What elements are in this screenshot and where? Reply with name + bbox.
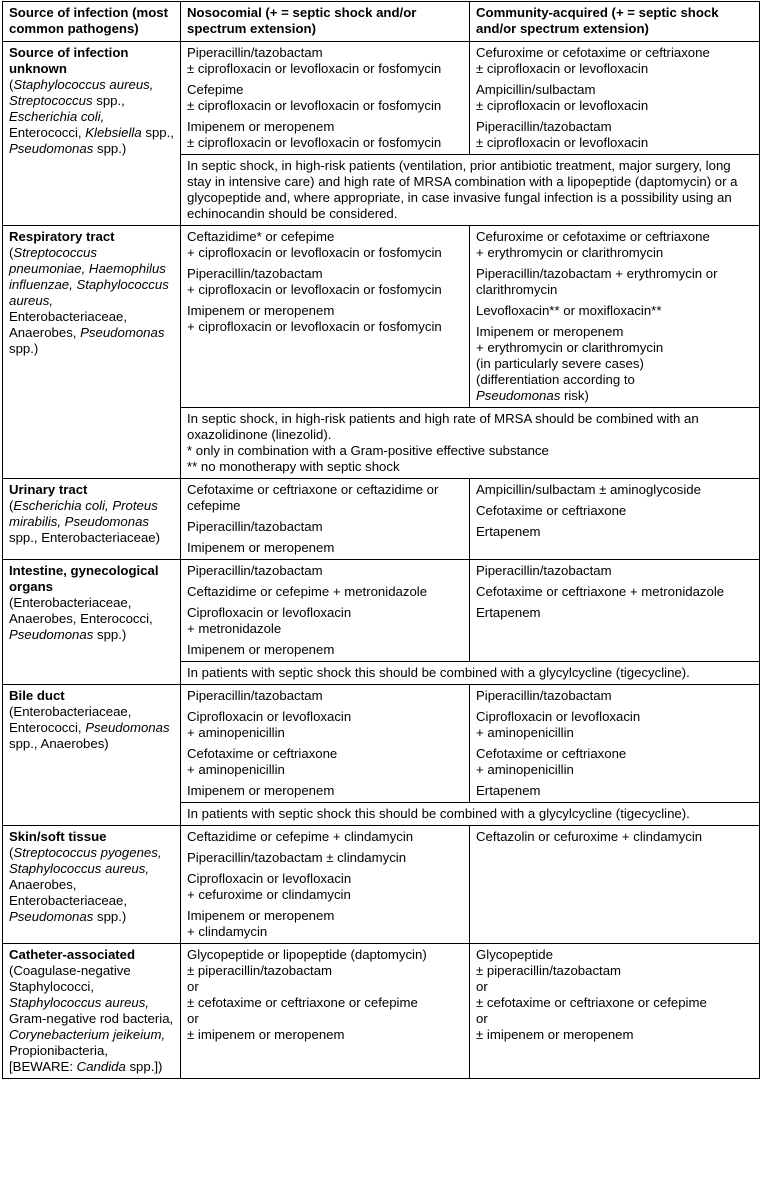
pathogens: (Streptococcus pyogenes, Staphylococcus aureus, Anaerobes, Enterobacteriaceae, Pseudomonas spp.)	[9, 845, 162, 924]
community-option-line: Pseudomonas risk)	[476, 388, 589, 403]
pathogens: (Escherichia coli, Proteus mirabilis, Pseudomonas spp., Enterobacteriaceae)	[9, 498, 161, 545]
community-cell	[470, 226, 760, 408]
nosocomial-option	[187, 642, 463, 658]
nosocomial-option-line: Ceftazidime* or cefepime	[187, 229, 335, 244]
community-option	[476, 746, 753, 778]
nosocomial-option-line: + cefuroxime or clindamycin	[187, 887, 351, 902]
nosocomial-option-line: Ciprofloxacin or levofloxacin	[187, 709, 352, 724]
nosocomial-option-line: Imipenem or meropenem	[187, 783, 335, 798]
nosocomial-option	[187, 746, 463, 778]
pathogens: (Enterobacteriaceae, Enterococci, Pseudomonas spp., Anaerobes)	[9, 704, 170, 751]
community-option-line: ± ciprofloxacin or levofloxacin	[476, 135, 649, 150]
nosocomial-cell	[181, 944, 470, 1079]
nosocomial-option-line: Piperacillin/tazobactam	[187, 266, 323, 281]
community-option	[476, 783, 753, 799]
source-title: Catheter-associated	[9, 947, 136, 962]
nosocomial-option-line: Imipenem or meropenem	[187, 119, 335, 134]
nosocomial-option-line: Ceftazidime or cefepime + clindamycin	[187, 829, 414, 844]
nosocomial-option-line: + aminopenicillin	[187, 725, 285, 740]
nosocomial-option-line: ± imipenem or meropenem	[187, 1027, 345, 1042]
nosocomial-cell	[181, 826, 470, 944]
nosocomial-option-line: Piperacillin/tazobactam	[187, 519, 323, 534]
community-option-line: Levofloxacin** or moxifloxacin**	[476, 303, 662, 318]
community-option	[476, 563, 753, 579]
source-cell	[3, 826, 181, 944]
community-option	[476, 482, 753, 498]
community-option-line: Ampicillin/sulbactam	[476, 82, 596, 97]
table-row	[3, 560, 760, 662]
nosocomial-option-line: Ceftazidime or cefepime + metronidazole	[187, 584, 428, 599]
nosocomial-option-line: ± ciprofloxacin or levofloxacin or fosfomycin	[187, 61, 442, 76]
source-cell	[3, 685, 181, 826]
nosocomial-option-line: Glycopeptide or lipopeptide (daptomycin)	[187, 947, 427, 962]
nosocomial-option	[187, 563, 463, 579]
nosocomial-cell	[181, 226, 470, 408]
community-option-line: Cefuroxime or cefotaxime or ceftriaxone	[476, 45, 710, 60]
nosocomial-cell	[181, 685, 470, 803]
nosocomial-option-line: Piperacillin/tazobactam ± clindamycin	[187, 850, 407, 865]
table-row	[3, 685, 760, 803]
nosocomial-option-line: ± piperacillin/tazobactam	[187, 963, 333, 978]
community-option	[476, 324, 753, 404]
source-title: Respiratory tract	[9, 229, 115, 244]
nosocomial-cell	[181, 479, 470, 560]
community-option-line: Cefuroxime or cefotaxime or ceftriaxone	[476, 229, 710, 244]
source-title: Source of infection unknown	[9, 45, 129, 76]
community-option	[476, 266, 753, 298]
nosocomial-option-line: Piperacillin/tazobactam	[187, 563, 323, 578]
table-row	[3, 479, 760, 560]
nosocomial-cell	[181, 560, 470, 662]
nosocomial-option	[187, 540, 463, 556]
nosocomial-option-line: + clindamycin	[187, 924, 268, 939]
nosocomial-option	[187, 709, 463, 741]
pathogens: (Enterobacteriaceae, Anaerobes, Enterococci, Pseudomonas spp.)	[9, 595, 153, 642]
note-cell	[181, 408, 760, 479]
nosocomial-option-line: ± ciprofloxacin or levofloxacin or fosfomycin	[187, 98, 442, 113]
source-cell	[3, 944, 181, 1079]
note-cell	[181, 155, 760, 226]
community-option-line: Cefotaxime or ceftriaxone	[476, 503, 627, 518]
community-option	[476, 503, 753, 519]
community-option	[476, 303, 753, 319]
community-option-line: or	[476, 979, 488, 994]
pathogens: (Staphylococcus aureus, Streptococcus spp., Escherichia coli, Enterococci, Klebsiella spp., Pseudomonas spp.)	[9, 77, 174, 156]
community-option-line: Ampicillin/sulbactam ± aminoglycoside	[476, 482, 701, 497]
community-option-line: ± piperacillin/tazobactam	[476, 963, 622, 978]
source-title: Intestine, gynecological organs	[9, 563, 159, 594]
nosocomial-option-line: or	[187, 979, 199, 994]
community-option	[476, 82, 753, 114]
nosocomial-option	[187, 605, 463, 637]
community-option	[476, 605, 753, 621]
community-option	[476, 829, 753, 845]
nosocomial-cell	[181, 42, 470, 155]
note-line: In patients with septic shock this should be combined with a glycylcycline (tigecycline).	[187, 806, 690, 821]
community-option	[476, 688, 753, 704]
nosocomial-option-line: Ciprofloxacin or levofloxacin	[187, 605, 352, 620]
nosocomial-option-line: ± cefotaxime or ceftriaxone or cefepime	[187, 995, 418, 1010]
note-cell	[181, 662, 760, 685]
table-row	[3, 826, 760, 944]
nosocomial-option	[187, 584, 463, 600]
community-option-line: Imipenem or meropenem	[476, 324, 624, 339]
nosocomial-option-line: Cefotaxime or ceftriaxone or ceftazidime or cefepime	[187, 482, 439, 513]
nosocomial-option-line: Cefepime	[187, 82, 244, 97]
nosocomial-option-line: or	[187, 1011, 199, 1026]
header-row	[3, 2, 760, 42]
note-line: In septic shock, in high-risk patients (ventilation, prior antibiotic treatment, major surgery, long stay in intensive care) and high rate of MRSA combination with a lipopeptide (daptomycin) or a glycopeptide and, where appropriate, in case invasive fungal infection is a possibility using an echinocandin should be considered.	[187, 158, 738, 221]
community-option	[476, 709, 753, 741]
community-cell	[470, 685, 760, 803]
community-option	[476, 947, 753, 1043]
source-title: Skin/soft tissue	[9, 829, 107, 844]
nosocomial-option-line: + metronidazole	[187, 621, 282, 636]
table-row	[3, 226, 760, 408]
community-cell	[470, 944, 760, 1079]
nosocomial-option	[187, 82, 463, 114]
nosocomial-option	[187, 688, 463, 704]
community-option-line: + aminopenicillin	[476, 725, 574, 740]
community-option-line: or	[476, 1011, 488, 1026]
nosocomial-option-line: Cefotaxime or ceftriaxone	[187, 746, 338, 761]
community-option	[476, 45, 753, 77]
nosocomial-option-line: + aminopenicillin	[187, 762, 285, 777]
nosocomial-option	[187, 45, 463, 77]
source-cell	[3, 479, 181, 560]
community-option	[476, 229, 753, 261]
nosocomial-option	[187, 850, 463, 866]
note-line: In septic shock, in high-risk patients and high rate of MRSA should be combined with an oxazolidinone (linezolid).	[187, 411, 699, 442]
nosocomial-option-line: + ciprofloxacin or levofloxacin or fosfomycin	[187, 245, 442, 260]
nosocomial-option	[187, 519, 463, 535]
nosocomial-option	[187, 871, 463, 903]
community-option-line: Cefotaxime or ceftriaxone	[476, 746, 627, 761]
community-option-line: (differentiation according to	[476, 372, 635, 387]
nosocomial-option-line: Ciprofloxacin or levofloxacin	[187, 871, 352, 886]
nosocomial-option-line: Imipenem or meropenem	[187, 540, 335, 555]
nosocomial-option	[187, 482, 463, 514]
community-option-line: Piperacillin/tazobactam + erythromycin or clarithromycin	[476, 266, 718, 297]
nosocomial-option	[187, 908, 463, 940]
community-option-line: ± cefotaxime or ceftriaxone or cefepime	[476, 995, 707, 1010]
nosocomial-option	[187, 303, 463, 335]
community-option-line: Ciprofloxacin or levofloxacin	[476, 709, 641, 724]
pathogens: (Streptococcus pneumoniae, Haemophilus influenzae, Staphylococcus aureus, Enterobacteriaceae, Anaerobes, Pseudomonas spp.)	[9, 245, 169, 356]
note-cell	[181, 803, 760, 826]
community-option-line: (in particularly severe cases)	[476, 356, 644, 371]
source-cell	[3, 560, 181, 685]
nosocomial-option-line: ± ciprofloxacin or levofloxacin or fosfomycin	[187, 135, 442, 150]
community-option-line: Cefotaxime or ceftriaxone + metronidazole	[476, 584, 725, 599]
community-option-line: Piperacillin/tazobactam	[476, 688, 612, 703]
note-line: ** no monotherapy with septic shock	[187, 459, 400, 474]
community-option-line: Ertapenem	[476, 783, 541, 798]
antibiotic-therapy-table	[2, 1, 760, 1079]
community-option-line: Ertapenem	[476, 605, 541, 620]
source-title: Urinary tract	[9, 482, 88, 497]
community-option	[476, 524, 753, 540]
community-option-line: Glycopeptide	[476, 947, 553, 962]
nosocomial-option	[187, 783, 463, 799]
community-option-line: ± imipenem or meropenem	[476, 1027, 634, 1042]
nosocomial-option	[187, 229, 463, 261]
header-community: Community-acquired (+ = septic shock and/or spectrum extension)	[470, 2, 760, 42]
community-option-line: ± ciprofloxacin or levofloxacin	[476, 61, 649, 76]
community-option-line: Piperacillin/tazobactam	[476, 119, 612, 134]
nosocomial-option-line: Piperacillin/tazobactam	[187, 45, 323, 60]
note-line: * only in combination with a Gram-positive effective substance	[187, 443, 549, 458]
source-title: Bile duct	[9, 688, 65, 703]
table-row	[3, 944, 760, 1079]
community-option-line: Ertapenem	[476, 524, 541, 539]
nosocomial-option-line: Imipenem or meropenem	[187, 908, 335, 923]
source-cell	[3, 42, 181, 226]
community-option-line: + aminopenicillin	[476, 762, 574, 777]
pathogens: (Coagulase-negative Staphylococci, Staphylococcus aureus, Gram-negative rod bacteria, Corynebacterium jeikeium, Propionibacteria, [BEWARE: Candida spp.])	[9, 963, 174, 1074]
community-option-line: ± ciprofloxacin or levofloxacin	[476, 98, 649, 113]
nosocomial-option-line: Imipenem or meropenem	[187, 303, 335, 318]
nosocomial-option-line: + ciprofloxacin or levofloxacin or fosfomycin	[187, 282, 442, 297]
community-cell	[470, 479, 760, 560]
nosocomial-option	[187, 829, 463, 845]
community-cell	[470, 826, 760, 944]
nosocomial-option	[187, 119, 463, 151]
community-option-line: Piperacillin/tazobactam	[476, 563, 612, 578]
nosocomial-option-line: Piperacillin/tazobactam	[187, 688, 323, 703]
table-row	[3, 42, 760, 155]
header-nosocomial: Nosocomial (+ = septic shock and/or spectrum extension)	[181, 2, 470, 42]
nosocomial-option	[187, 947, 463, 1043]
community-option-line: + erythromycin or clarithromycin	[476, 340, 664, 355]
note-line: In patients with septic shock this should be combined with a glycylcycline (tigecycline).	[187, 665, 690, 680]
nosocomial-option-line: + ciprofloxacin or levofloxacin or fosfomycin	[187, 319, 442, 334]
nosocomial-option-line: Imipenem or meropenem	[187, 642, 335, 657]
community-option-line: + erythromycin or clarithromycin	[476, 245, 664, 260]
community-cell	[470, 560, 760, 662]
community-option-line: Ceftazolin or cefuroxime + clindamycin	[476, 829, 703, 844]
header-source: Source of infection (most common pathogens)	[3, 2, 181, 42]
community-cell	[470, 42, 760, 155]
community-option	[476, 584, 753, 600]
community-option	[476, 119, 753, 151]
nosocomial-option	[187, 266, 463, 298]
source-cell	[3, 226, 181, 479]
